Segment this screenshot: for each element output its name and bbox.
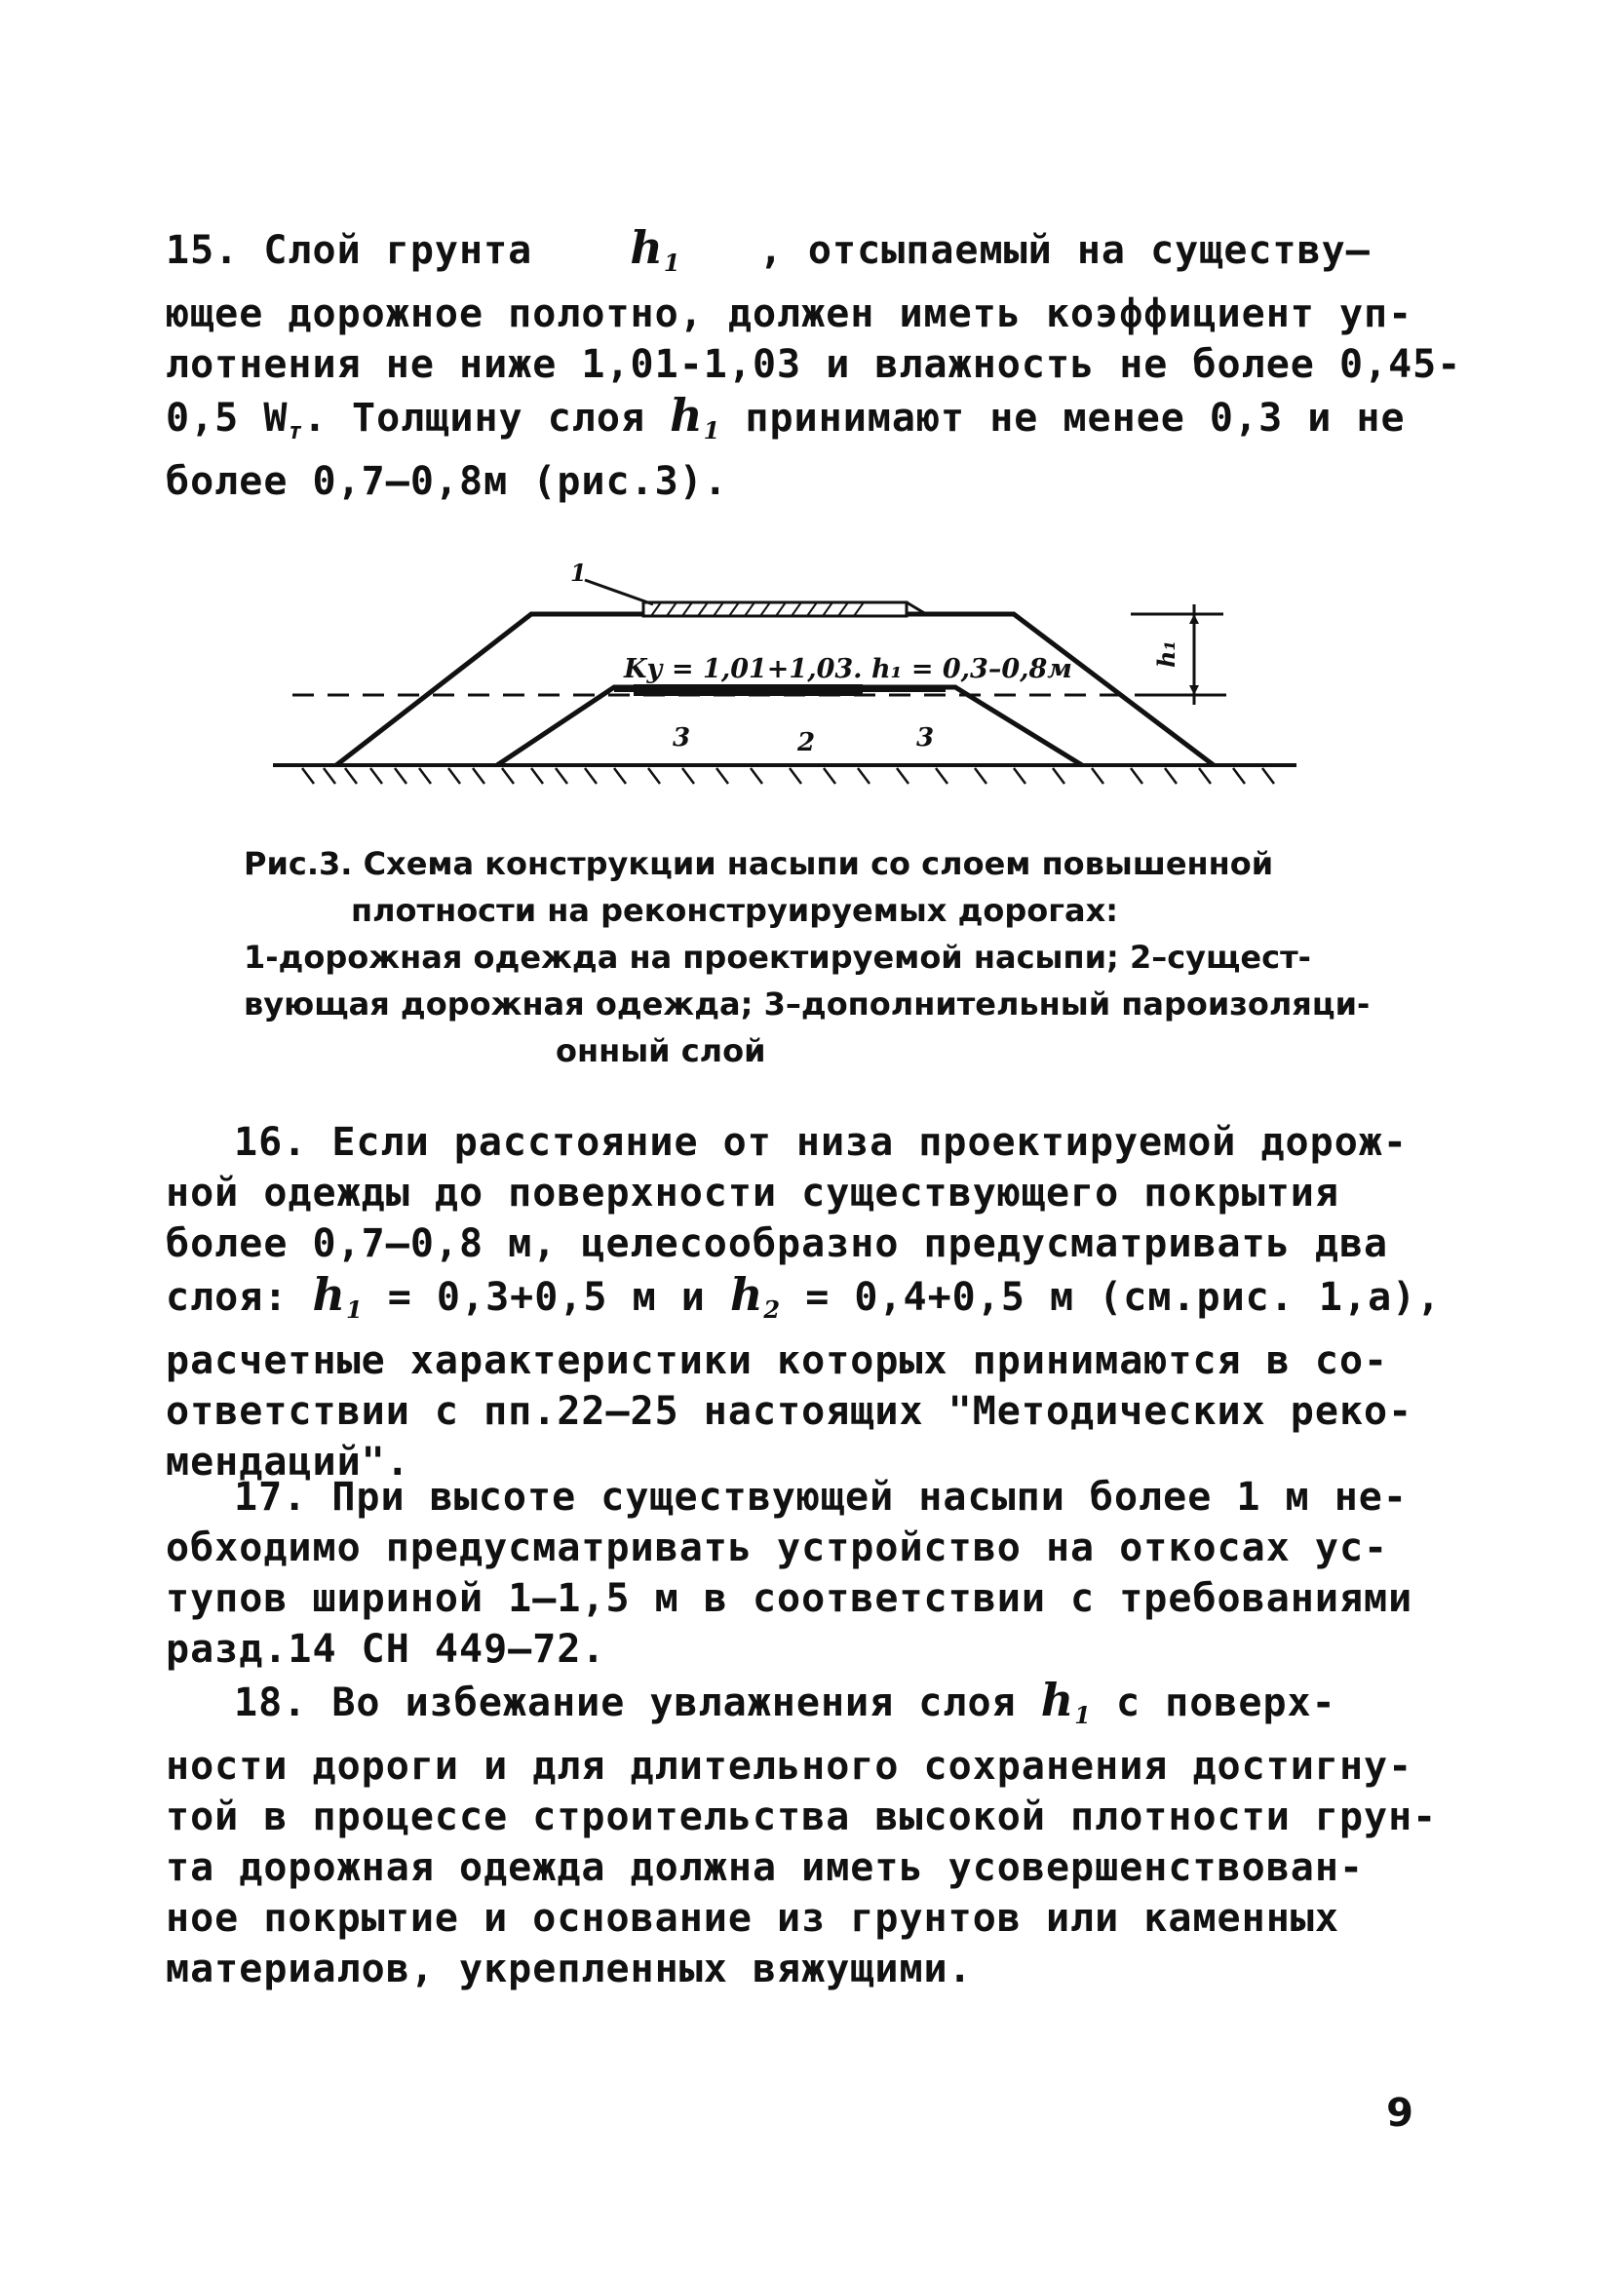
dimension-h1-label: h₁	[1152, 640, 1180, 668]
p15-line-2: ющее дорожное полотно, должен иметь коэффициент уп-	[166, 291, 1413, 336]
p18-line-3: той в процессе строительства высокой плотности грун-	[166, 1795, 1438, 1839]
p15-text: принимают не менее 0,3 и не	[745, 396, 1406, 441]
h1-symbol: $h_1$	[630, 221, 681, 277]
paragraph-18	[166, 1674, 1438, 1994]
label-3-left: 3	[673, 723, 691, 753]
p17-line-4: разд.14 СН 449–72.	[166, 1627, 606, 1672]
h2-symbol: $h_2$	[729, 1268, 782, 1324]
p15-line-1	[166, 222, 1433, 289]
embankment-diagram	[263, 546, 1316, 809]
p17-line-2: обходимо предусматривать устройство на откосах ус-	[166, 1525, 1389, 1570]
caption-line-1: Рис.3. Схема конструкции насыпи со слоем повышенной	[244, 845, 1274, 882]
p16-text: = 0,3+0,5 м и	[387, 1275, 706, 1320]
p15-line-4	[166, 390, 1433, 456]
existing-embankment-outline	[497, 687, 1082, 765]
p18-text: 18. Во избежание увлажнения слоя	[234, 1680, 1017, 1725]
p15-text: 15. Слой грунта	[166, 228, 533, 273]
label-2: 2	[797, 728, 816, 757]
h1-symbol: $h_1$	[1040, 1674, 1092, 1729]
page-number: 9	[1386, 2091, 1413, 2136]
p16-line-1: 16. Если расстояние от низа проектируемой дорож-	[234, 1120, 1408, 1165]
p16-line-5: расчетные характеристики которых принимаются в со-	[166, 1338, 1389, 1383]
h1-symbol: $h_1$	[670, 389, 721, 444]
formula-label: Kу = 1,01+1,03. h₁ = 0,3–0,8м	[624, 654, 1072, 684]
label-3-right: 3	[916, 723, 935, 753]
ground-hatching	[302, 768, 1274, 784]
p18-line-6: материалов, укрепленных вяжущими.	[166, 1947, 973, 1991]
p16-line-3: более 0,7–0,8 м, целесообразно предусматривать два	[166, 1221, 1389, 1266]
label-1-leader	[585, 580, 653, 604]
p18-line-1	[166, 1675, 1433, 1741]
p15-text: , отсыпаемый на существу–	[758, 228, 1371, 273]
p16-line-2: ной одежды до поверхности существующего покрытия	[166, 1171, 1339, 1216]
paragraph-17	[166, 1472, 1433, 1675]
paragraph-16	[166, 1117, 1442, 1487]
caption-line-2: плотности на реконструируемых дорогах:	[351, 892, 1119, 929]
p18-line-5: ное покрытие и основание из грунтов или каменных	[166, 1896, 1339, 1941]
p15-line-3: лотнения не ниже 1,01-1,03 и влажность не более 0,45-	[166, 342, 1462, 387]
p18-text: с поверх-	[1115, 1680, 1336, 1725]
h1-symbol: $h_1$	[312, 1268, 364, 1324]
p15-line-5: более 0,7–0,8м (рис.3).	[166, 459, 728, 504]
label-1: 1	[570, 559, 587, 587]
p17-line-1: 17. При высоте существующей насыпи более 1 м не-	[234, 1475, 1408, 1520]
caption-line-3: 1-дорожная одежда на проектируемой насыпи; 2–сущест-	[244, 939, 1311, 976]
p16-line-7: мендаций".	[166, 1440, 410, 1485]
p16-text: = 0,4+0,5 м (см.рис. 1,а),	[805, 1275, 1442, 1320]
p18-line-4: та дорожная одежда должна иметь усовершенствован-	[166, 1845, 1365, 1890]
p16-line-6: ответствии с пп.22–25 настоящих "Методических реко-	[166, 1389, 1413, 1434]
p18-line-2: ности дороги и для длительного сохранения достигну-	[166, 1744, 1413, 1789]
figure-caption	[244, 840, 1371, 1074]
caption-line-4: вующая дорожная одежда; 3–дополнительный пароизоляци-	[244, 985, 1371, 1023]
p15-sub: т	[288, 417, 303, 444]
caption-line-5: онный слой	[556, 1032, 766, 1069]
p17-line-3: тупов шириной 1–1,5 м в соответствии с требованиями	[166, 1576, 1413, 1621]
paragraph-15	[166, 221, 1462, 507]
p16-text: слоя:	[166, 1275, 289, 1320]
p15-text: . Толщину слоя	[302, 396, 646, 441]
p15-text: 0,5 W	[166, 396, 289, 441]
p16-line-4	[166, 1268, 1442, 1335]
